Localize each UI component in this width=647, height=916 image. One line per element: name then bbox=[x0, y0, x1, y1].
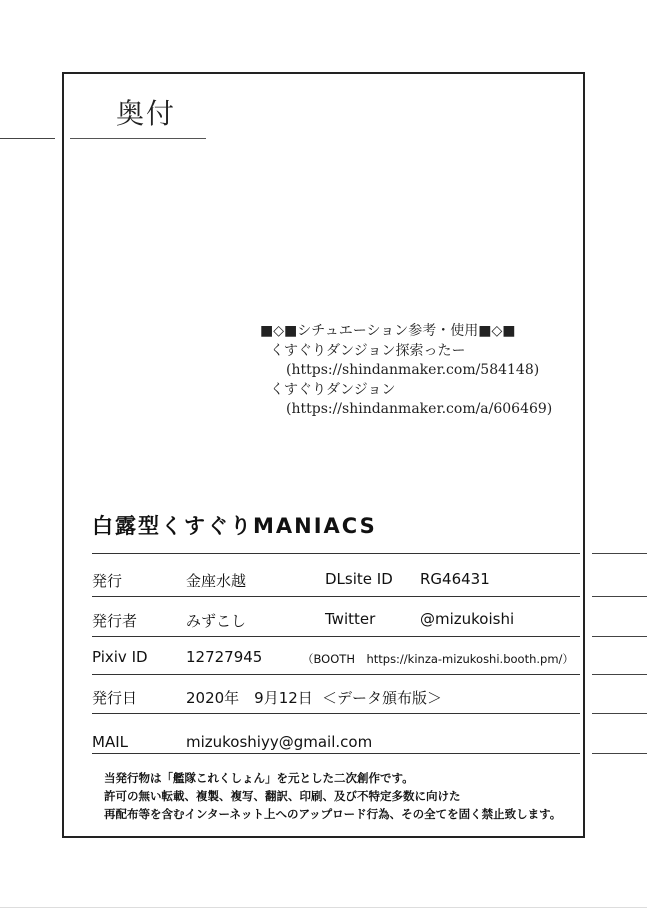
date-value: 2020年 9月12日 bbox=[186, 689, 313, 707]
legal-notice bbox=[104, 769, 561, 823]
edition-label: ＜データ頒布版＞ bbox=[322, 689, 443, 707]
twitter-value: @mizukoishi bbox=[420, 610, 515, 628]
ref-url: (https://shindanmaker.com/a/606469) bbox=[286, 401, 553, 417]
legal-line: 許可の無い転載、複製、複写、翻訳、印刷、及び不特定多数に向けた bbox=[104, 789, 461, 803]
row-divider bbox=[92, 596, 580, 597]
margin-line-left bbox=[0, 138, 55, 139]
author-value: みずこし bbox=[186, 612, 247, 630]
row-divider bbox=[92, 553, 580, 554]
publisher-value: 金座水越 bbox=[186, 572, 247, 590]
row-divider bbox=[92, 753, 580, 754]
date-label: 発行日 bbox=[92, 689, 138, 707]
margin-line-right bbox=[592, 553, 647, 554]
pixiv-label: Pixiv ID bbox=[92, 648, 148, 666]
twitter-label: Twitter bbox=[325, 610, 376, 628]
legal-line: 当発行物は「艦隊これくしょん」を元とした二次創作です。 bbox=[104, 771, 414, 785]
reference-notes bbox=[260, 322, 580, 420]
mail-label: MAIL bbox=[92, 733, 128, 751]
dlsite-label: DLsite ID bbox=[325, 570, 393, 588]
ref-name: くすぐりダンジョン探索ったー bbox=[270, 342, 466, 359]
row-divider bbox=[92, 713, 580, 714]
heading-underline bbox=[70, 138, 206, 139]
row-divider bbox=[92, 636, 580, 637]
mail-value: mizukoshiyy@gmail.com bbox=[186, 733, 373, 751]
book-title: 白露型くすぐりMANIACS bbox=[92, 514, 377, 538]
row-divider bbox=[92, 674, 580, 675]
legal-line: 再配布等を含むインターネット上へのアップロード行為、その全てを固く禁止致します。 bbox=[104, 807, 562, 821]
ref-url: (https://shindanmaker.com/584148) bbox=[286, 362, 540, 378]
notes-title: ■◇■シチュエーション参考・使用■◇■ bbox=[260, 323, 516, 339]
publisher-label: 発行 bbox=[92, 572, 123, 590]
margin-line-right bbox=[592, 674, 647, 675]
margin-line-right bbox=[592, 596, 647, 597]
page-heading: 奥付 bbox=[116, 97, 177, 130]
ref-name: くすぐりダンジョン bbox=[270, 381, 396, 398]
author-label: 発行者 bbox=[92, 612, 138, 630]
margin-line-right bbox=[592, 636, 647, 637]
booth-link: （BOOTH https://kinza-mizukoshi.booth.pm/） bbox=[302, 652, 574, 666]
pixiv-value: 12727945 bbox=[186, 648, 263, 666]
page-frame bbox=[62, 72, 585, 838]
page-bottom-edge bbox=[0, 907, 647, 908]
margin-line-right bbox=[592, 753, 647, 754]
dlsite-value: RG46431 bbox=[420, 570, 490, 588]
margin-line-right bbox=[592, 713, 647, 714]
